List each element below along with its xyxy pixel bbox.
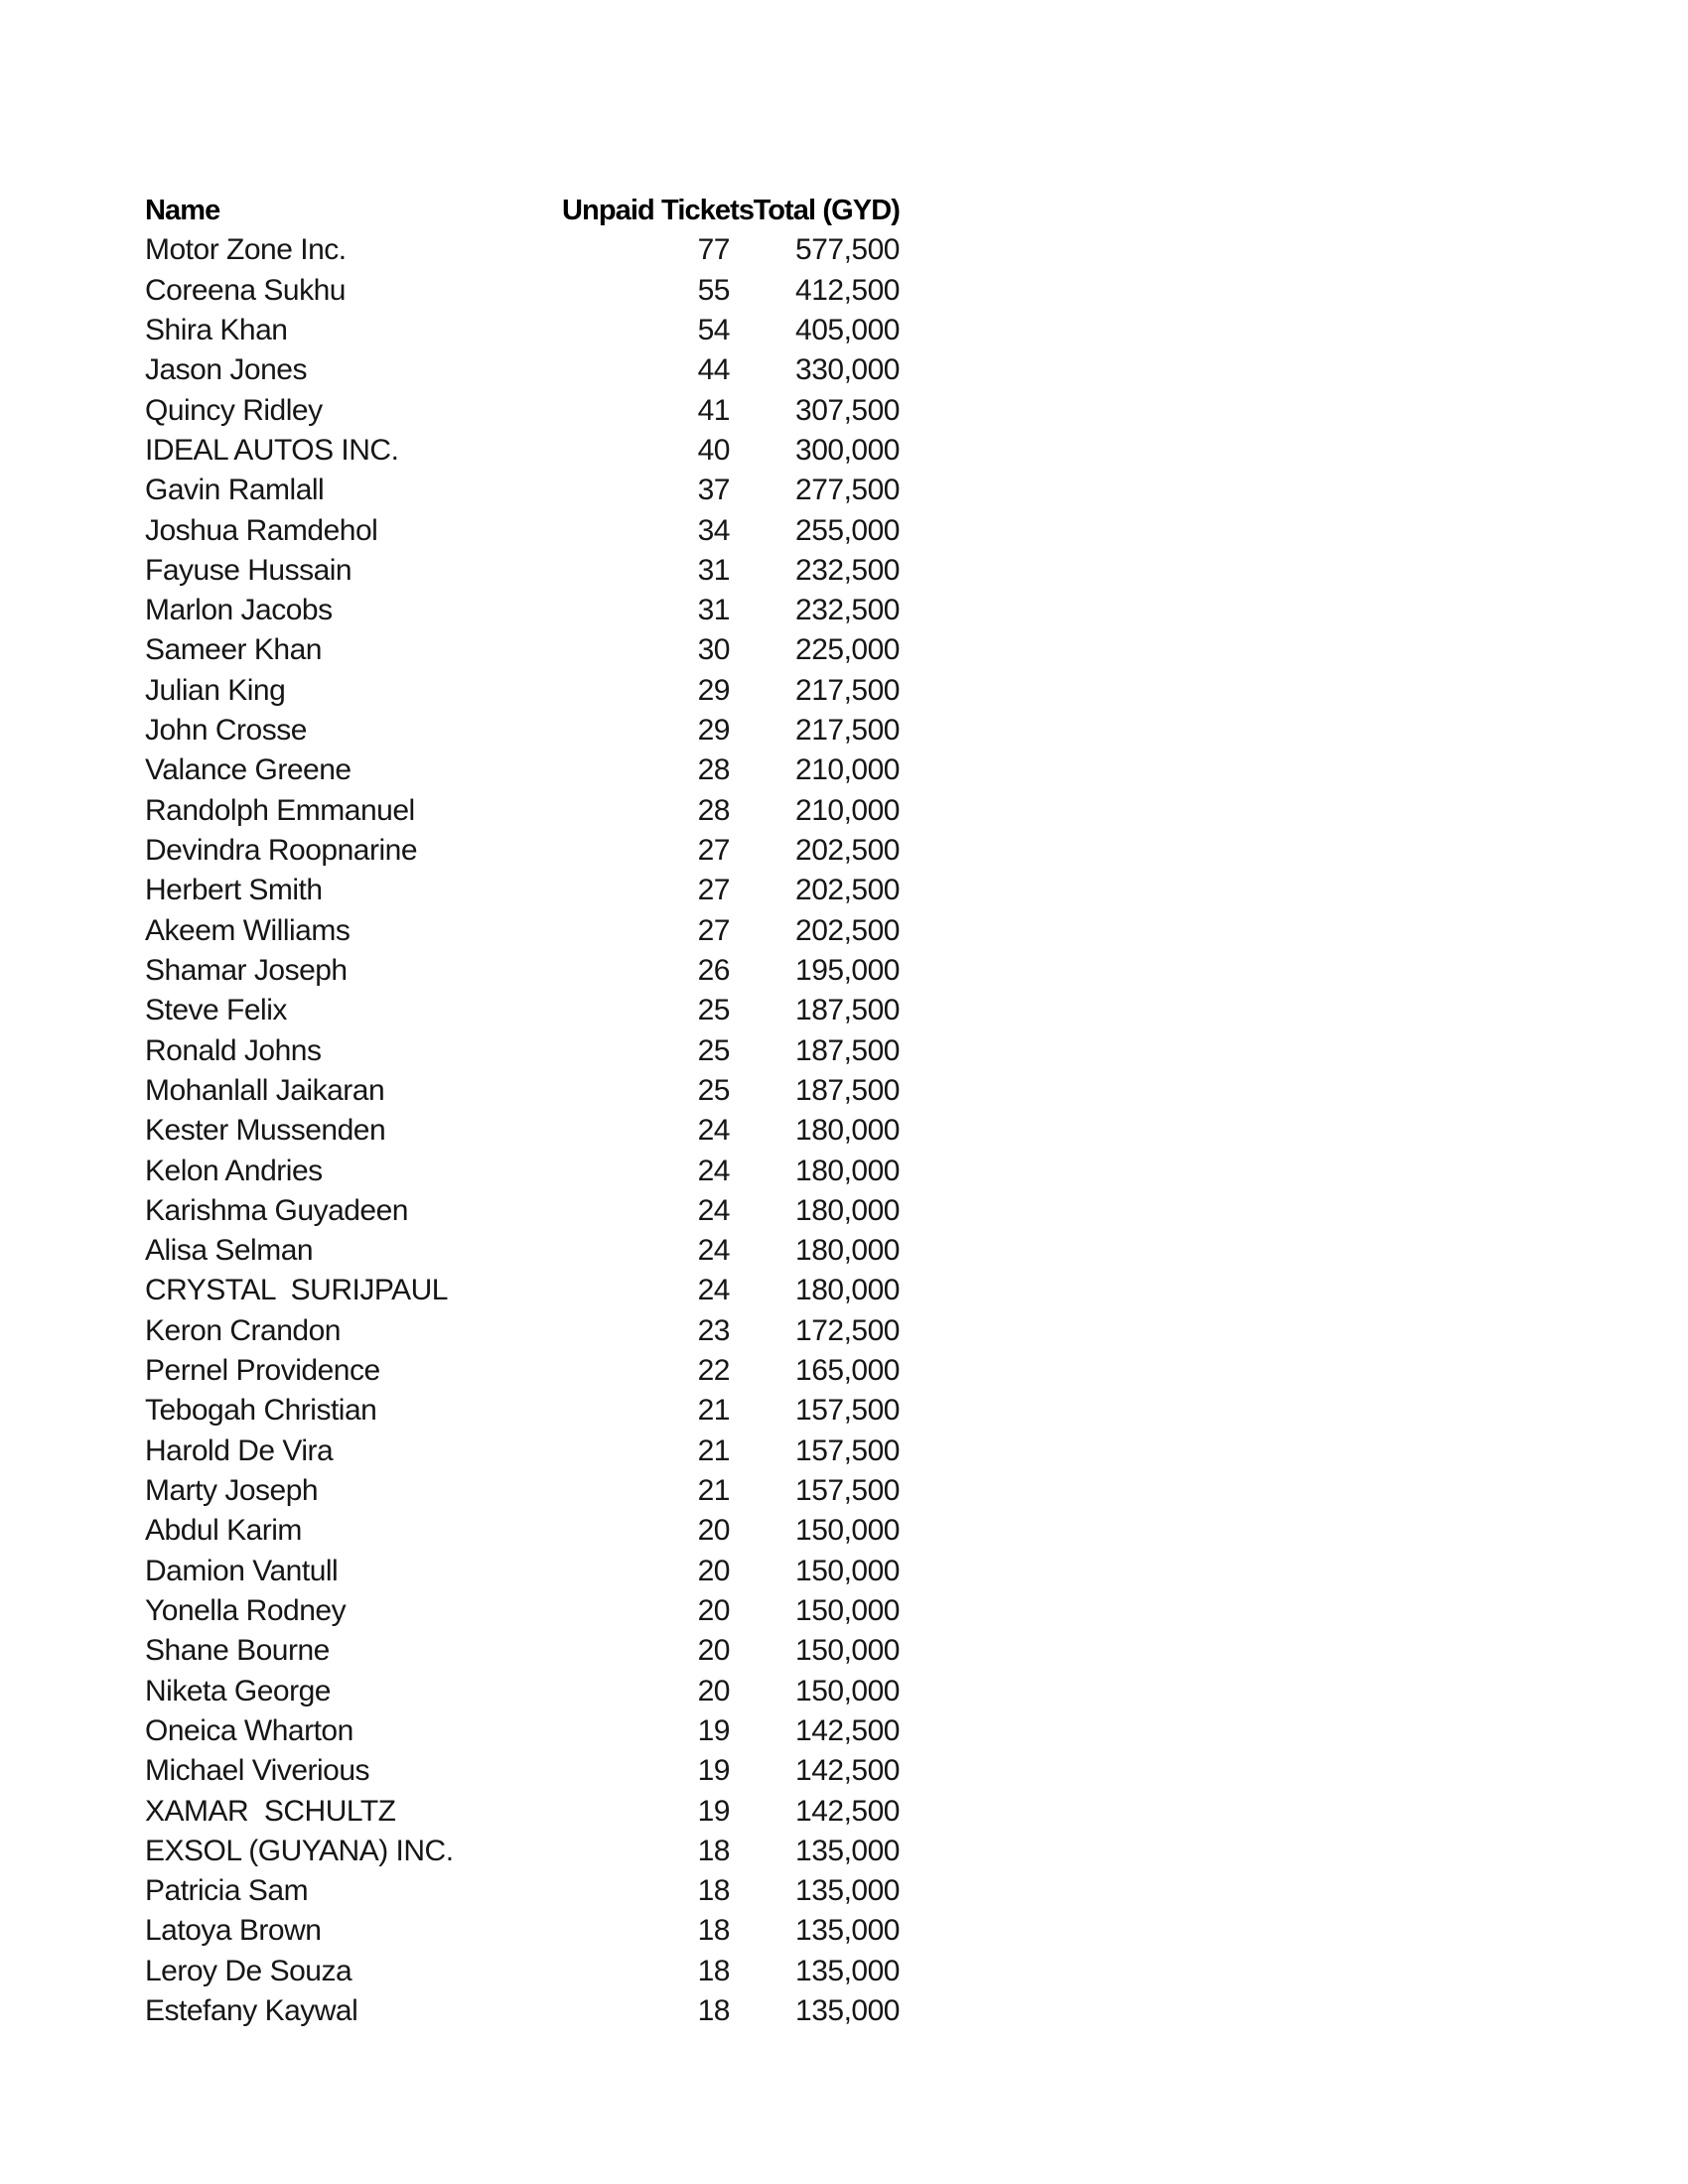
table-row	[145, 1351, 900, 1391]
row-name-cell: Alisa Selman	[145, 1234, 314, 1268]
row-name-cell: Niketa George	[145, 1674, 331, 1707]
row-unpaid-tickets-cell: 23	[697, 1313, 730, 1347]
table-row	[145, 1952, 900, 1991]
row-total-gyd-cell: 157,500	[795, 1474, 900, 1507]
row-unpaid-tickets-cell: 24	[697, 1234, 730, 1268]
row-name-cell: Latoya Brown	[145, 1914, 322, 1948]
row-total-gyd-cell: 330,000	[795, 353, 900, 387]
row-name-cell: Randolph Emmanuel	[145, 793, 415, 827]
row-total-gyd-cell: 157,500	[795, 1394, 900, 1428]
row-name-cell: Julian King	[145, 673, 286, 707]
row-name-cell: Coreena Sukhu	[145, 273, 346, 307]
row-name-cell: Marty Joseph	[145, 1474, 319, 1507]
row-total-gyd-cell: 180,000	[795, 1234, 900, 1268]
table-row	[145, 1152, 900, 1191]
row-total-gyd-cell: 232,500	[795, 553, 900, 587]
row-name-cell: Fayuse Hussain	[145, 553, 352, 587]
row-name-cell: Akeem Williams	[145, 913, 351, 947]
row-unpaid-tickets-cell: 77	[697, 233, 730, 267]
row-name-cell: Mohanlall Jaikaran	[145, 1073, 385, 1107]
row-unpaid-tickets-cell: 18	[697, 1954, 730, 1987]
row-total-gyd-cell: 150,000	[795, 1554, 900, 1587]
table-row	[145, 1391, 900, 1431]
table-row	[145, 471, 900, 510]
row-total-gyd-cell: 180,000	[795, 1193, 900, 1227]
row-total-gyd-cell: 165,000	[795, 1354, 900, 1388]
row-unpaid-tickets-cell: 20	[697, 1634, 730, 1668]
row-name-cell: Damion Vantull	[145, 1554, 339, 1587]
row-name-cell: Tebogah Christian	[145, 1394, 377, 1428]
row-unpaid-tickets-cell: 29	[697, 673, 730, 707]
row-unpaid-tickets-cell: 22	[697, 1354, 730, 1388]
row-total-gyd-cell: 187,500	[795, 994, 900, 1027]
row-name-cell: CRYSTAL SURIJPAUL	[145, 1274, 448, 1307]
table-row	[145, 1071, 900, 1111]
table-row	[145, 1111, 900, 1151]
row-name-cell: Ronald Johns	[145, 1033, 322, 1067]
row-name-cell: Kelon Andries	[145, 1154, 323, 1187]
row-total-gyd-cell: 577,500	[795, 233, 900, 267]
row-total-gyd-cell: 135,000	[795, 1914, 900, 1948]
row-name-cell: Patricia Sam	[145, 1874, 309, 1908]
table-row	[145, 511, 900, 551]
row-total-gyd-cell: 225,000	[795, 633, 900, 667]
row-name-cell: EXSOL (GUYANA) INC.	[145, 1834, 454, 1867]
row-total-gyd-cell: 180,000	[795, 1114, 900, 1148]
row-name-cell: Keron Crandon	[145, 1313, 341, 1347]
row-unpaid-tickets-cell: 25	[697, 1033, 730, 1067]
row-unpaid-tickets-cell: 25	[697, 1073, 730, 1107]
row-total-gyd-cell: 412,500	[795, 273, 900, 307]
row-total-gyd-cell: 157,500	[795, 1433, 900, 1467]
row-unpaid-tickets-cell: 24	[697, 1114, 730, 1148]
row-total-gyd-cell: 150,000	[795, 1514, 900, 1548]
row-unpaid-tickets-cell: 20	[697, 1593, 730, 1627]
table-row	[145, 551, 900, 591]
column-header-name: Name	[145, 195, 220, 226]
table-row	[145, 1271, 900, 1310]
row-total-gyd-cell: 135,000	[795, 1834, 900, 1867]
table-row	[145, 1711, 900, 1751]
row-name-cell: Joshua Ramdehol	[145, 513, 378, 547]
row-total-gyd-cell: 172,500	[795, 1313, 900, 1347]
table-row	[145, 1191, 900, 1231]
row-unpaid-tickets-cell: 19	[697, 1754, 730, 1788]
table-row	[145, 431, 900, 471]
table-header-row	[145, 191, 900, 230]
table-row	[145, 671, 900, 711]
column-header-unpaid-tickets: Unpaid Tickets	[562, 195, 755, 226]
row-unpaid-tickets-cell: 21	[697, 1394, 730, 1428]
table-row	[145, 951, 900, 991]
row-total-gyd-cell: 135,000	[795, 1954, 900, 1987]
unpaid-tickets-report-table	[145, 191, 900, 2031]
row-total-gyd-cell: 142,500	[795, 1794, 900, 1828]
row-name-cell: Kester Mussenden	[145, 1114, 386, 1148]
row-name-cell: Gavin Ramlall	[145, 474, 325, 507]
row-total-gyd-cell: 135,000	[795, 1994, 900, 2028]
row-name-cell: Jason Jones	[145, 353, 307, 387]
table-row	[145, 1792, 900, 1832]
row-total-gyd-cell: 210,000	[795, 753, 900, 787]
row-unpaid-tickets-cell: 27	[697, 834, 730, 867]
row-total-gyd-cell: 210,000	[795, 793, 900, 827]
table-row	[145, 1031, 900, 1071]
row-name-cell: Motor Zone Inc.	[145, 233, 347, 267]
row-unpaid-tickets-cell: 28	[697, 793, 730, 827]
table-row	[145, 791, 900, 831]
row-unpaid-tickets-cell: 19	[697, 1713, 730, 1747]
row-unpaid-tickets-cell: 37	[697, 474, 730, 507]
row-name-cell: Harold De Vira	[145, 1433, 334, 1467]
row-unpaid-tickets-cell: 20	[697, 1674, 730, 1707]
row-total-gyd-cell: 202,500	[795, 874, 900, 907]
row-total-gyd-cell: 217,500	[795, 673, 900, 707]
row-total-gyd-cell: 150,000	[795, 1634, 900, 1668]
table-row	[145, 1911, 900, 1951]
table-row	[145, 991, 900, 1030]
table-row	[145, 751, 900, 790]
table-row	[145, 1751, 900, 1791]
row-unpaid-tickets-cell: 27	[697, 874, 730, 907]
table-row	[145, 591, 900, 630]
row-unpaid-tickets-cell: 41	[697, 393, 730, 427]
row-name-cell: Herbert Smith	[145, 874, 323, 907]
row-unpaid-tickets-cell: 28	[697, 753, 730, 787]
row-unpaid-tickets-cell: 18	[697, 1914, 730, 1948]
table-row	[145, 871, 900, 910]
row-unpaid-tickets-cell: 20	[697, 1514, 730, 1548]
table-row	[145, 1471, 900, 1511]
row-unpaid-tickets-cell: 54	[697, 313, 730, 346]
row-total-gyd-cell: 142,500	[795, 1713, 900, 1747]
row-total-gyd-cell: 180,000	[795, 1274, 900, 1307]
row-name-cell: Karishma Guyadeen	[145, 1193, 408, 1227]
row-unpaid-tickets-cell: 29	[697, 714, 730, 748]
row-name-cell: Abdul Karim	[145, 1514, 302, 1548]
row-unpaid-tickets-cell: 55	[697, 273, 730, 307]
row-name-cell: Estefany Kaywal	[145, 1994, 358, 2028]
row-total-gyd-cell: 255,000	[795, 513, 900, 547]
row-total-gyd-cell: 150,000	[795, 1593, 900, 1627]
table-row	[145, 1631, 900, 1671]
row-total-gyd-cell: 307,500	[795, 393, 900, 427]
row-total-gyd-cell: 135,000	[795, 1874, 900, 1908]
row-unpaid-tickets-cell: 27	[697, 913, 730, 947]
row-name-cell: Sameer Khan	[145, 633, 322, 667]
row-name-cell: Shira Khan	[145, 313, 288, 346]
table-row	[145, 311, 900, 350]
table-row	[145, 391, 900, 431]
row-name-cell: XAMAR SCHULTZ	[145, 1794, 396, 1828]
row-unpaid-tickets-cell: 30	[697, 633, 730, 667]
table-row	[145, 1311, 900, 1351]
row-name-cell: Shamar Joseph	[145, 953, 348, 987]
row-total-gyd-cell: 180,000	[795, 1154, 900, 1187]
row-unpaid-tickets-cell: 18	[697, 1834, 730, 1867]
table-row	[145, 1552, 900, 1591]
row-unpaid-tickets-cell: 25	[697, 994, 730, 1027]
table-row	[145, 1672, 900, 1711]
row-total-gyd-cell: 195,000	[795, 953, 900, 987]
row-name-cell: Leroy De Souza	[145, 1954, 352, 1987]
row-total-gyd-cell: 187,500	[795, 1033, 900, 1067]
table-row	[145, 1991, 900, 2031]
table-row	[145, 831, 900, 871]
row-name-cell: Pernel Providence	[145, 1354, 380, 1388]
table-row	[145, 1591, 900, 1631]
row-total-gyd-cell: 202,500	[795, 834, 900, 867]
table-row	[145, 1511, 900, 1551]
row-name-cell: Steve Felix	[145, 994, 287, 1027]
row-name-cell: Valance Greene	[145, 753, 352, 787]
table-row	[145, 711, 900, 751]
row-unpaid-tickets-cell: 21	[697, 1433, 730, 1467]
row-total-gyd-cell: 300,000	[795, 433, 900, 467]
row-total-gyd-cell: 405,000	[795, 313, 900, 346]
row-unpaid-tickets-cell: 40	[697, 433, 730, 467]
row-name-cell: Devindra Roopnarine	[145, 834, 418, 867]
row-unpaid-tickets-cell: 24	[697, 1154, 730, 1187]
column-header-total-gyd: Total (GYD)	[753, 195, 900, 226]
row-name-cell: IDEAL AUTOS INC.	[145, 433, 399, 467]
row-name-cell: John Crosse	[145, 714, 307, 748]
row-unpaid-tickets-cell: 34	[697, 513, 730, 547]
row-total-gyd-cell: 150,000	[795, 1674, 900, 1707]
table-row	[145, 1231, 900, 1271]
row-total-gyd-cell: 202,500	[795, 913, 900, 947]
table-body	[145, 230, 900, 2031]
row-name-cell: Marlon Jacobs	[145, 594, 333, 627]
row-total-gyd-cell: 142,500	[795, 1754, 900, 1788]
table-row	[145, 350, 900, 390]
row-name-cell: Oneica Wharton	[145, 1713, 353, 1747]
table-row	[145, 911, 900, 951]
row-total-gyd-cell: 277,500	[795, 474, 900, 507]
table-row	[145, 271, 900, 311]
table-row	[145, 1871, 900, 1911]
row-unpaid-tickets-cell: 18	[697, 1994, 730, 2028]
row-unpaid-tickets-cell: 26	[697, 953, 730, 987]
row-name-cell: Quincy Ridley	[145, 393, 323, 427]
row-unpaid-tickets-cell: 31	[697, 553, 730, 587]
row-unpaid-tickets-cell: 24	[697, 1274, 730, 1307]
row-name-cell: Shane Bourne	[145, 1634, 330, 1668]
row-name-cell: Michael Viverious	[145, 1754, 370, 1788]
row-unpaid-tickets-cell: 21	[697, 1474, 730, 1507]
row-name-cell: Yonella Rodney	[145, 1593, 347, 1627]
row-total-gyd-cell: 187,500	[795, 1073, 900, 1107]
row-unpaid-tickets-cell: 24	[697, 1193, 730, 1227]
row-unpaid-tickets-cell: 19	[697, 1794, 730, 1828]
row-total-gyd-cell: 232,500	[795, 594, 900, 627]
row-total-gyd-cell: 217,500	[795, 714, 900, 748]
table-row	[145, 1832, 900, 1871]
row-unpaid-tickets-cell: 18	[697, 1874, 730, 1908]
row-unpaid-tickets-cell: 20	[697, 1554, 730, 1587]
table-row	[145, 230, 900, 270]
table-row	[145, 630, 900, 670]
row-unpaid-tickets-cell: 31	[697, 594, 730, 627]
row-unpaid-tickets-cell: 44	[697, 353, 730, 387]
table-row	[145, 1432, 900, 1471]
